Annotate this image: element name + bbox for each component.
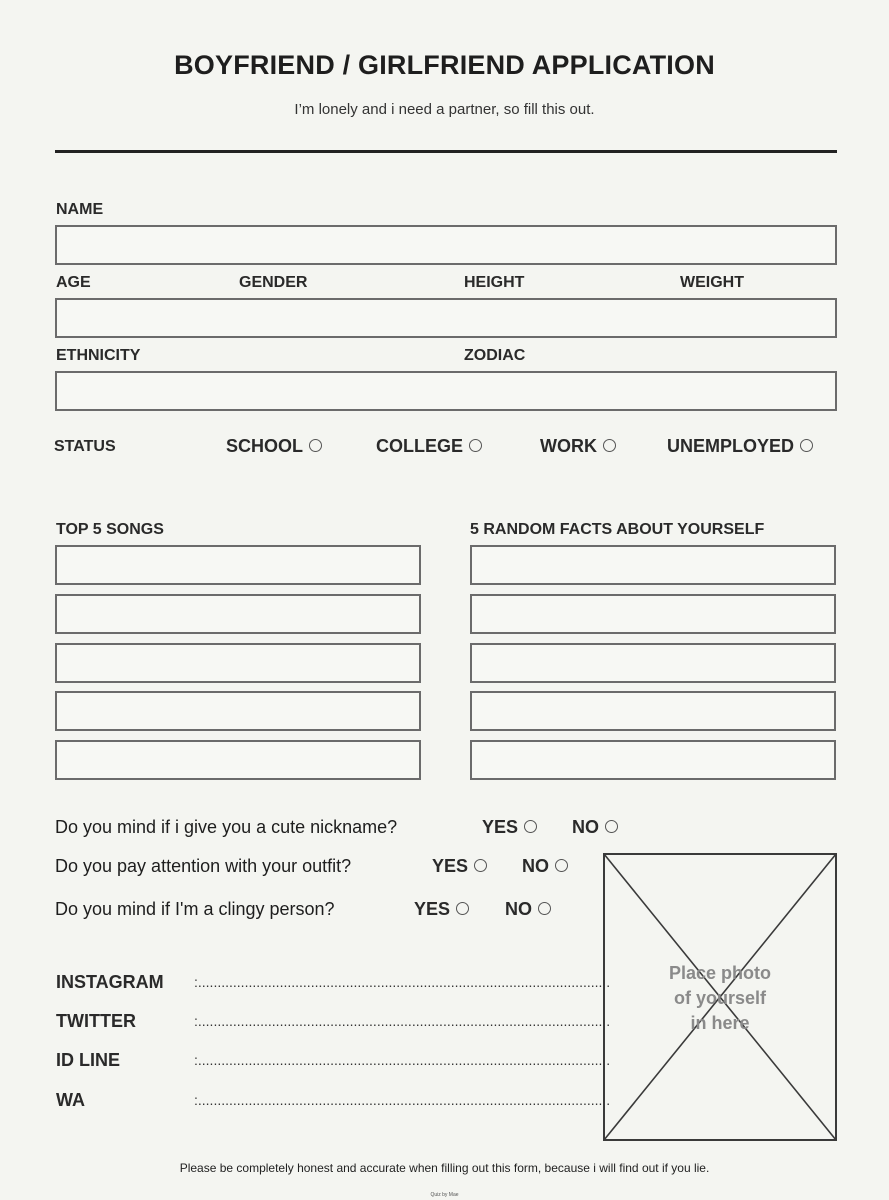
- question-clingy: Do you mind if I'm a clingy person?: [55, 899, 335, 919]
- zodiac-label: ZODIAC: [464, 347, 526, 364]
- status-option-label: UNEMPLOYED: [667, 436, 795, 456]
- name-label: NAME: [56, 201, 104, 218]
- fact-field-2[interactable]: [470, 594, 836, 634]
- radio-circle-icon[interactable]: [469, 439, 482, 452]
- facts-label: 5 RANDOM FACTS ABOUT YOURSELF: [470, 521, 765, 538]
- song-field-2[interactable]: [55, 594, 421, 634]
- option-label: YES: [414, 899, 451, 919]
- song-field-3[interactable]: [55, 643, 421, 683]
- id-line-label: ID LINE: [56, 1050, 121, 1070]
- radio-circle-icon[interactable]: [456, 902, 469, 915]
- height-label: HEIGHT: [464, 274, 525, 291]
- ethnicity-label: ETHNICITY: [56, 347, 141, 364]
- nickname-yes-option[interactable]: [482, 817, 537, 838]
- fact-field-4[interactable]: [470, 691, 836, 731]
- photo-instruction-line: Place photo: [668, 963, 771, 983]
- song-field-4[interactable]: [55, 691, 421, 731]
- songs-label: TOP 5 SONGS: [56, 521, 164, 538]
- radio-circle-icon[interactable]: [309, 439, 322, 452]
- instagram-label: INSTAGRAM: [56, 972, 164, 992]
- nickname-no-option[interactable]: [572, 817, 618, 838]
- twitter-label: TWITTER: [56, 1011, 136, 1031]
- header-divider: [55, 150, 837, 153]
- radio-circle-icon[interactable]: [800, 439, 813, 452]
- field-separator: :: [194, 1052, 198, 1068]
- status-label: STATUS: [54, 438, 116, 455]
- photo-instruction-line: of yourself: [673, 988, 766, 1008]
- clingy-yes-option[interactable]: [414, 899, 469, 920]
- fact-field-1[interactable]: [470, 545, 836, 585]
- credit-text: Quiz by Mae: [430, 1192, 459, 1198]
- radio-circle-icon[interactable]: [524, 820, 537, 833]
- status-option-label: WORK: [540, 436, 597, 456]
- option-label: NO: [522, 856, 549, 876]
- fact-field-5[interactable]: [470, 740, 836, 780]
- field-separator: :: [194, 974, 198, 990]
- radio-circle-icon[interactable]: [603, 439, 616, 452]
- wa-field[interactable]: :..........................................................................................................: [194, 1092, 611, 1108]
- form-title: BOYFRIEND / GIRLFRIEND APPLICATION: [174, 50, 715, 80]
- ethnicity-zodiac-field[interactable]: [55, 371, 837, 411]
- song-field-1[interactable]: [55, 545, 421, 585]
- radio-circle-icon[interactable]: [474, 859, 487, 872]
- age-label: AGE: [56, 274, 91, 291]
- status-option-label: COLLEGE: [376, 436, 464, 456]
- fact-field-3[interactable]: [470, 643, 836, 683]
- gender-label: GENDER: [239, 274, 308, 291]
- instagram-field[interactable]: :..........................................................................................................: [194, 974, 611, 990]
- photo-instruction-line: in here: [690, 1013, 750, 1033]
- question-nickname: Do you mind if i give you a cute nickname?: [55, 817, 398, 837]
- radio-circle-icon[interactable]: [538, 902, 551, 915]
- age-gender-height-weight-field[interactable]: [55, 298, 837, 338]
- photo-placeholder[interactable]: [603, 853, 837, 1141]
- field-separator: :: [194, 1013, 198, 1029]
- song-field-5[interactable]: [55, 740, 421, 780]
- radio-circle-icon[interactable]: [605, 820, 618, 833]
- outfit-yes-option[interactable]: [432, 856, 487, 877]
- status-option-school[interactable]: [226, 436, 322, 457]
- outfit-no-option[interactable]: [522, 856, 568, 877]
- radio-circle-icon[interactable]: [555, 859, 568, 872]
- question-outfit: Do you pay attention with your outfit?: [55, 856, 352, 876]
- id-line-field[interactable]: :..........................................................................................................: [194, 1052, 611, 1068]
- name-field[interactable]: [55, 225, 837, 265]
- field-separator: :: [194, 1092, 198, 1108]
- wa-label: WA: [56, 1090, 85, 1110]
- form-subtitle: I’m lonely and i need a partner, so fill this out.: [294, 101, 595, 118]
- clingy-no-option[interactable]: [505, 899, 551, 920]
- option-label: NO: [572, 817, 599, 837]
- status-option-unemployed[interactable]: [667, 436, 813, 457]
- footer-note: Please be completely honest and accurate when filling out this form, because i will find out if you lie.: [179, 1161, 710, 1175]
- weight-label: WEIGHT: [680, 274, 744, 291]
- option-label: NO: [505, 899, 532, 919]
- status-option-work[interactable]: [540, 436, 616, 457]
- status-option-college[interactable]: [376, 436, 482, 457]
- option-label: YES: [432, 856, 469, 876]
- twitter-field[interactable]: :..........................................................................................................: [194, 1013, 611, 1029]
- option-label: YES: [482, 817, 519, 837]
- photo-instruction: [603, 961, 837, 1036]
- status-option-label: SCHOOL: [226, 436, 304, 456]
